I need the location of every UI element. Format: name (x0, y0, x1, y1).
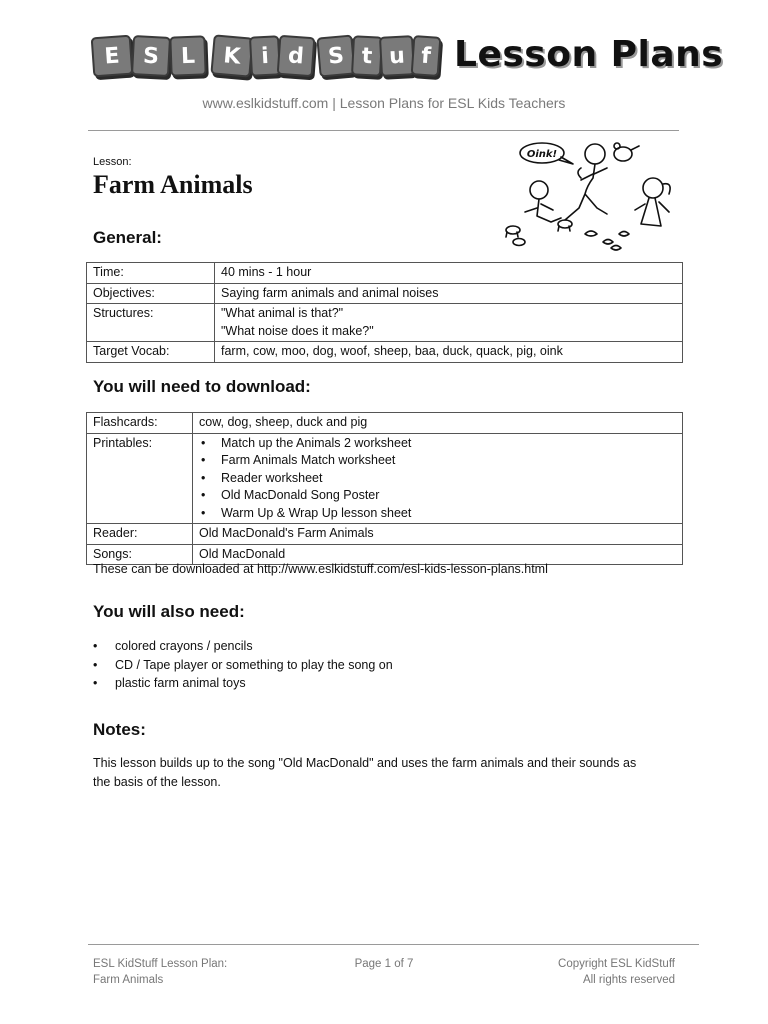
lesson-label: Lesson: (93, 156, 132, 168)
row-value: Old MacDonald (193, 544, 683, 565)
list-item: • Match up the Animals 2 worksheet (221, 435, 676, 453)
list-item: • plastic farm animal toys (93, 674, 393, 693)
logo-block: f (411, 35, 442, 77)
header-title: Lesson Plans (454, 34, 724, 75)
header-tagline: www.eslkidstuff.com | Lesson Plans for ESL Kids Teachers (202, 95, 566, 111)
logo-block: u (379, 35, 415, 77)
list-item: • Old MacDonald Song Poster (221, 487, 676, 505)
download-heading: You will need to download: (93, 377, 311, 396)
footer-rights: All rights reserved (582, 974, 675, 986)
list-item: • colored crayons / pencils (93, 637, 393, 656)
logo-block: L (169, 35, 206, 76)
header-divider (88, 130, 679, 131)
footer-page-number: Page 1 of 7 (354, 958, 414, 970)
footer-right (558, 956, 675, 988)
table-row (87, 263, 683, 284)
table-row (87, 524, 683, 545)
row-value: 40 mins - 1 hour (215, 263, 683, 284)
row-value (193, 433, 683, 524)
row-label: Target Vocab: (87, 342, 215, 363)
footer-left-line1: ESL KidStuff Lesson Plan: (93, 958, 228, 970)
farm-kids-illustration (495, 138, 685, 260)
logo-block: d (277, 35, 316, 77)
speech-bubble-text: Oink! (526, 149, 558, 160)
row-label: Objectives: (87, 283, 215, 304)
general-heading: General: (93, 228, 162, 247)
table-row (87, 342, 683, 363)
row-label: Reader: (87, 524, 193, 545)
footer-copyright: Copyright ESL KidStuff (558, 958, 675, 970)
printables-list (199, 435, 676, 523)
logo-block: t (351, 35, 383, 77)
structure-line: "What noise does it make?" (221, 323, 374, 338)
footer-divider (88, 944, 699, 945)
logo-block: E (91, 35, 134, 78)
list-item: • Warm Up & Wrap Up lesson sheet (221, 505, 676, 523)
row-value: cow, dog, sheep, duck and pig (193, 413, 683, 434)
row-value: farm, cow, moo, dog, woof, sheep, baa, duck, quack, pig, oink (215, 342, 683, 363)
notes-text: This lesson builds up to the song "Old MacDonald" and uses the farm animals and their sounds as the basis of the lesson. (93, 756, 637, 789)
table-row (87, 283, 683, 304)
download-note: These can be downloaded at http://www.eslkidstuff.com/esl-kids-lesson-plans.html (93, 562, 548, 576)
row-label: Structures: (87, 304, 215, 342)
row-value (215, 304, 683, 342)
logo-block: S (316, 35, 355, 78)
notes-heading: Notes: (93, 720, 146, 739)
list-item: • Farm Animals Match worksheet (221, 452, 676, 470)
row-label: Flashcards: (87, 413, 193, 434)
also-need-heading: You will also need: (93, 602, 245, 621)
logo-block: i (249, 35, 281, 77)
table-row (87, 413, 683, 434)
table-row (87, 304, 683, 342)
row-label: Songs: (87, 544, 193, 565)
structure-line: "What animal is that?" (221, 306, 344, 320)
download-table (86, 412, 683, 565)
footer-left-line2: Farm Animals (93, 974, 164, 986)
table-row (87, 433, 683, 524)
logo-block: S (131, 35, 171, 77)
row-value: Old MacDonald's Farm Animals (193, 524, 683, 545)
general-table (86, 262, 683, 363)
list-item: • CD / Tape player or something to play the song on (93, 656, 393, 675)
row-label: Time: (87, 263, 215, 284)
lesson-title: Farm Animals (93, 170, 253, 199)
header-logo (92, 30, 724, 82)
logo-block: K (210, 34, 253, 77)
list-item: • Reader worksheet (221, 470, 676, 488)
also-need-list (93, 637, 393, 693)
row-label: Printables: (87, 433, 193, 524)
row-value: Saying farm animals and animal noises (215, 283, 683, 304)
